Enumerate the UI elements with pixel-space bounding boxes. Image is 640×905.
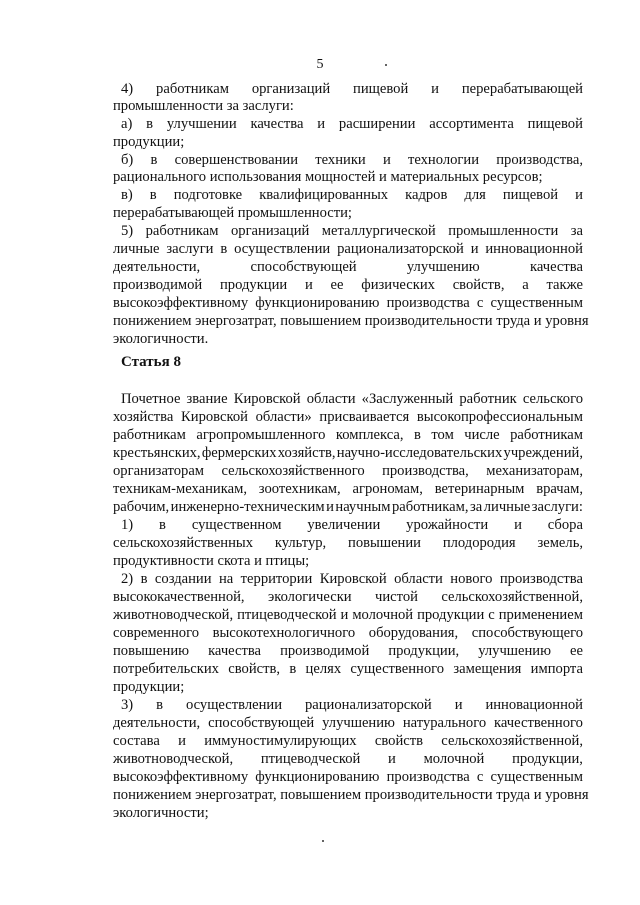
word: научно-исследовательских bbox=[336, 445, 503, 461]
word: урожайности bbox=[406, 517, 489, 533]
word: плодородия bbox=[442, 535, 516, 551]
word: работник bbox=[459, 391, 517, 407]
word: экологически bbox=[267, 589, 352, 605]
word: качественного bbox=[494, 715, 583, 731]
word: повышении bbox=[348, 535, 421, 551]
word: учреждений, bbox=[503, 445, 583, 461]
text-line bbox=[113, 462, 583, 480]
text-line bbox=[113, 588, 583, 606]
word: за bbox=[469, 499, 483, 515]
word: 2) bbox=[121, 571, 134, 587]
word: и bbox=[431, 81, 439, 97]
word: хозяйств, bbox=[277, 445, 336, 461]
word: расширении bbox=[338, 116, 416, 132]
word: импорта bbox=[530, 661, 583, 677]
word: земель, bbox=[537, 535, 583, 551]
text-line bbox=[113, 750, 583, 768]
word: в bbox=[150, 152, 158, 168]
text-line bbox=[113, 498, 583, 516]
word: с bbox=[476, 769, 484, 785]
text-line bbox=[113, 732, 583, 750]
word: Кировской bbox=[181, 409, 248, 425]
word: на bbox=[218, 571, 234, 587]
word: и bbox=[317, 116, 326, 132]
word: ветеринарным bbox=[434, 481, 525, 497]
word: для bbox=[464, 187, 486, 203]
word: птицеводческой bbox=[237, 607, 337, 623]
word: 4) bbox=[121, 81, 134, 97]
word: крестьянских, bbox=[113, 445, 201, 461]
word: производства, bbox=[496, 152, 583, 168]
word: способствующей bbox=[208, 715, 315, 731]
word: также bbox=[546, 277, 583, 293]
text-line bbox=[113, 660, 583, 678]
word: производства bbox=[499, 571, 583, 587]
word: рабочим, bbox=[113, 499, 170, 515]
text-line bbox=[121, 570, 583, 588]
word: совершенствовании bbox=[174, 152, 299, 168]
word: и bbox=[340, 607, 349, 623]
word: техники bbox=[315, 152, 366, 168]
word: продукции, bbox=[512, 751, 583, 767]
text-line: экологичности; bbox=[113, 805, 209, 821]
word: ее bbox=[570, 643, 583, 659]
word: применением bbox=[498, 607, 583, 623]
word: ассортимента bbox=[429, 116, 514, 132]
word: агрономам, bbox=[352, 481, 423, 497]
word: Кировской bbox=[319, 571, 387, 587]
word: и bbox=[454, 697, 463, 713]
word: деятельности, bbox=[113, 259, 201, 275]
word: зоотехникам, bbox=[258, 481, 341, 497]
word: с bbox=[476, 295, 484, 311]
word: сельского bbox=[522, 391, 583, 407]
word: высокоэффективному bbox=[113, 295, 249, 311]
text-line bbox=[113, 444, 583, 462]
word: потребительских bbox=[113, 661, 219, 677]
word: и bbox=[388, 751, 396, 767]
text-line: продукции; bbox=[113, 134, 185, 150]
scan-speck bbox=[322, 840, 324, 842]
text-line bbox=[113, 624, 583, 642]
word: области» bbox=[255, 409, 312, 425]
word: создании bbox=[154, 571, 212, 587]
word: числе bbox=[464, 427, 500, 443]
word: в bbox=[140, 571, 148, 587]
word: техникам-механикам, bbox=[113, 481, 247, 497]
text-line bbox=[113, 480, 583, 498]
word: и bbox=[470, 241, 479, 257]
word: замещения bbox=[453, 661, 522, 677]
word: целях bbox=[305, 661, 342, 677]
word: осуществлении bbox=[234, 241, 331, 257]
word: работникам bbox=[156, 81, 229, 97]
word: за bbox=[570, 223, 583, 239]
word: в bbox=[414, 427, 421, 443]
word: свойств, bbox=[228, 661, 281, 677]
word: подготовке bbox=[173, 187, 243, 203]
word: птицеводческой bbox=[260, 751, 361, 767]
word: производимой bbox=[113, 277, 203, 293]
word: сельскохозяйственной, bbox=[441, 589, 583, 605]
word: заслуги bbox=[166, 241, 214, 257]
word: в bbox=[220, 241, 228, 257]
text-line bbox=[113, 768, 583, 786]
word: научным bbox=[335, 499, 391, 515]
text-line bbox=[113, 426, 583, 444]
word: работникам, bbox=[391, 499, 469, 515]
word: работникам bbox=[510, 427, 583, 443]
word: продукции bbox=[417, 607, 485, 623]
text-line bbox=[113, 606, 583, 624]
word: осуществлении bbox=[185, 697, 283, 713]
word: улучшении bbox=[166, 116, 237, 132]
word: сельскохозяйственного bbox=[221, 463, 365, 479]
word: высокопрофессиональным bbox=[416, 409, 583, 425]
word: рационализаторской bbox=[337, 241, 464, 257]
word: качества bbox=[208, 643, 262, 659]
word: чистой bbox=[375, 589, 418, 605]
text-line bbox=[113, 276, 583, 294]
word: увеличении bbox=[307, 517, 381, 533]
word: способствующего bbox=[471, 625, 583, 641]
word: звание bbox=[186, 391, 228, 407]
word: пищевой bbox=[353, 81, 409, 97]
word: работникам bbox=[145, 223, 219, 239]
text-line: перерабатывающей промышленности; bbox=[113, 205, 352, 221]
word: существенным bbox=[490, 769, 583, 785]
word: организаций bbox=[251, 81, 331, 97]
word: хозяйства bbox=[113, 409, 174, 425]
text-line bbox=[113, 642, 583, 660]
word: сельскохозяйственной, bbox=[441, 733, 583, 749]
text-line: продукции; bbox=[113, 679, 185, 695]
word: кадров bbox=[405, 187, 448, 203]
word: инновационной bbox=[485, 241, 583, 257]
article-heading: Статья 8 bbox=[121, 354, 181, 370]
word: в) bbox=[121, 187, 133, 203]
word: и bbox=[514, 517, 522, 533]
word: высококачественной, bbox=[113, 589, 245, 605]
word: «Заслуженный bbox=[361, 391, 454, 407]
word: и bbox=[382, 152, 391, 168]
word: функционированию bbox=[255, 769, 380, 785]
word: повышению bbox=[113, 643, 190, 659]
word: и bbox=[575, 187, 583, 203]
word: существенного bbox=[350, 661, 445, 677]
word: промышленности bbox=[448, 223, 559, 239]
text-line: понижением энергозатрат, повышением производительности труда и уровня bbox=[113, 787, 589, 803]
text-line: экологичности. bbox=[113, 331, 209, 347]
word: в bbox=[289, 661, 297, 677]
word: и bbox=[178, 733, 186, 749]
word: молочной bbox=[423, 751, 485, 767]
text-line bbox=[113, 408, 583, 426]
word: том bbox=[431, 427, 454, 443]
word: территории bbox=[240, 571, 313, 587]
word: фермерских bbox=[201, 445, 277, 461]
word: механизаторам, bbox=[486, 463, 583, 479]
word: физических bbox=[361, 277, 435, 293]
word: функционированию bbox=[255, 295, 380, 311]
word: производства, bbox=[382, 463, 469, 479]
word: агропромышленного bbox=[196, 427, 326, 443]
word: производимой bbox=[280, 643, 370, 659]
word: оборудования, bbox=[368, 625, 459, 641]
word: производства bbox=[386, 769, 470, 785]
text-line bbox=[113, 258, 583, 276]
word: квалифицированных bbox=[259, 187, 389, 203]
word: иммуностимулирующих bbox=[204, 733, 357, 749]
word: области bbox=[394, 571, 443, 587]
word: пищевой bbox=[527, 116, 583, 132]
text-line: продуктивности скота и птицы; bbox=[113, 553, 310, 569]
word: нового bbox=[450, 571, 493, 587]
word: организаций bbox=[230, 223, 310, 239]
word: 5) bbox=[121, 223, 134, 239]
word: комплекса, bbox=[335, 427, 404, 443]
word: 3) bbox=[121, 697, 134, 713]
text-line bbox=[113, 534, 583, 552]
word: деятельности, bbox=[113, 715, 201, 731]
word: личные bbox=[483, 499, 531, 515]
page-number: 5 bbox=[316, 57, 324, 72]
word: работникам bbox=[113, 427, 186, 443]
word: личные bbox=[113, 241, 160, 257]
word: существенным bbox=[490, 295, 583, 311]
word: сбора bbox=[547, 517, 583, 533]
word: врачам, bbox=[536, 481, 583, 497]
word: животноводческой, bbox=[113, 607, 234, 623]
word: и bbox=[326, 499, 334, 515]
word: а) bbox=[121, 116, 133, 132]
word: присваивается bbox=[319, 409, 410, 425]
word: в bbox=[149, 187, 157, 203]
word: пищевой bbox=[502, 187, 559, 203]
text-line bbox=[121, 186, 583, 204]
word: способствующей bbox=[250, 259, 357, 275]
word: в bbox=[156, 697, 164, 713]
scan-speck bbox=[385, 64, 387, 66]
text-line bbox=[121, 516, 583, 534]
word: рационализаторской bbox=[304, 697, 432, 713]
word: свойств, bbox=[452, 277, 505, 293]
text-line bbox=[113, 714, 583, 732]
word: в bbox=[159, 517, 166, 533]
word: продукции bbox=[219, 277, 288, 293]
word: современного bbox=[113, 625, 199, 641]
word: продукции, bbox=[388, 643, 460, 659]
text-line bbox=[113, 240, 583, 258]
word: натурального bbox=[402, 715, 487, 731]
word: качества bbox=[250, 116, 304, 132]
text-line: понижением энергозатрат, повышением производительности труда и уровня bbox=[113, 313, 589, 329]
word: улучшению bbox=[322, 715, 395, 731]
word: а bbox=[522, 277, 529, 293]
word: в bbox=[146, 116, 154, 132]
text-line bbox=[121, 115, 583, 133]
word: ее bbox=[330, 277, 344, 293]
word: перерабатывающей bbox=[461, 81, 583, 97]
word: Кировской bbox=[233, 391, 301, 407]
text-line bbox=[121, 696, 583, 714]
text-line bbox=[121, 151, 583, 169]
word: с bbox=[488, 607, 495, 623]
word: организаторам bbox=[113, 463, 205, 479]
text-line bbox=[121, 80, 583, 98]
word: свойств bbox=[374, 733, 423, 749]
word: производства bbox=[386, 295, 470, 311]
text-line bbox=[121, 222, 583, 240]
word: технологии bbox=[407, 152, 480, 168]
word: 1) bbox=[121, 517, 134, 533]
word: сельскохозяйственных bbox=[113, 535, 254, 551]
word: животноводческой, bbox=[113, 751, 234, 767]
word: области bbox=[306, 391, 356, 407]
text-line bbox=[113, 294, 583, 312]
word: высокотехнологичного bbox=[212, 625, 356, 641]
word: состава bbox=[113, 733, 160, 749]
word: заслуги: bbox=[531, 499, 583, 515]
word: и bbox=[304, 277, 313, 293]
word: улучшению bbox=[478, 643, 552, 659]
word: Почетное bbox=[121, 391, 181, 407]
word: инженерно-техническим bbox=[170, 499, 325, 515]
word: металлургической bbox=[321, 223, 436, 239]
text-line: промышленности за заслуги: bbox=[113, 98, 294, 114]
word: молочной bbox=[352, 607, 414, 623]
text-line: рационального использования мощностей и материальных ресурсов; bbox=[113, 169, 543, 185]
text-line bbox=[121, 390, 583, 408]
word: б) bbox=[121, 152, 134, 168]
word: высокоэффективному bbox=[113, 769, 249, 785]
word: существенном bbox=[191, 517, 282, 533]
word: качества bbox=[529, 259, 583, 275]
word: улучшению bbox=[406, 259, 480, 275]
word: инновационной bbox=[485, 697, 583, 713]
word: культур, bbox=[274, 535, 327, 551]
